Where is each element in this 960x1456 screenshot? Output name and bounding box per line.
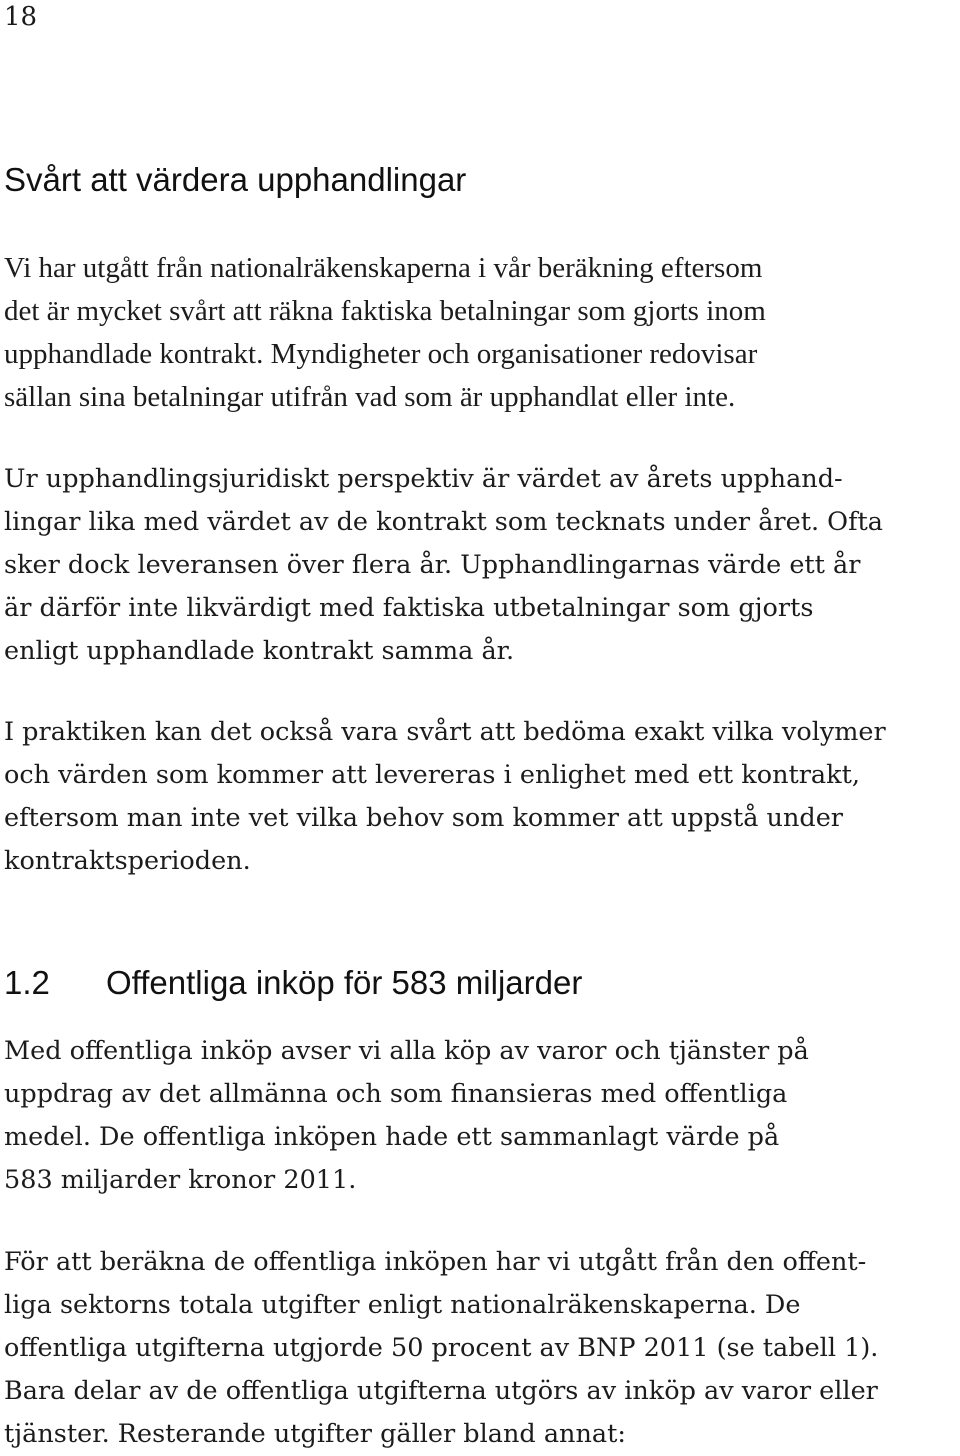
paragraph-line: enligt upphandlade kontrakt samma år. (4, 636, 515, 666)
paragraph-line: I praktiken kan det också vara svårt att bedöma exakt vilka volymer (4, 717, 886, 747)
paragraph-line: 583 miljarder kronor 2011. (4, 1165, 357, 1195)
paragraph-3 (4, 711, 960, 883)
paragraph-line: offentliga utgifterna utgjorde 50 procent av BNP 2011 (se tabell 1). (4, 1333, 879, 1363)
paragraph-line: tjänster. Resterande utgifter gäller bland annat: (4, 1419, 626, 1449)
paragraph-line: Ur upphandlingsjuridiskt perspektiv är värdet av årets upphand- (4, 464, 843, 494)
paragraph-2 (4, 458, 960, 673)
paragraph-line: Med offentliga inköp avser vi alla köp av varor och tjänster på (4, 1036, 809, 1066)
paragraph-line: kontraktsperioden. (4, 846, 251, 876)
paragraph-line: liga sektorns totala utgifter enligt nationalräkenskaperna. De (4, 1290, 801, 1320)
subsection-number: 1.2 (4, 964, 50, 1001)
paragraph-line: sker dock leveransen över flera år. Upphandlingarnas värde ett år (4, 550, 861, 580)
page-number: 18 (4, 2, 38, 32)
paragraph-line: upphandlade kontrakt. Myndigheter och organisationer redovisar (4, 338, 758, 370)
paragraph-5 (4, 1241, 960, 1456)
paragraph-line: lingar lika med värdet av de kontrakt som tecknats under året. Ofta (4, 507, 883, 537)
paragraph-line: Bara delar av de offentliga utgifterna utgörs av inköp av varor eller (4, 1376, 878, 1406)
paragraph-line: och värden som kommer att levereras i enlighet med ett kontrakt, (4, 760, 860, 790)
paragraph-1 (4, 247, 960, 419)
paragraph-line: eftersom man inte vet vilka behov som kommer att uppstå under (4, 803, 843, 833)
paragraph-line: För att beräkna de offentliga inköpen har vi utgått från den offent- (4, 1247, 867, 1277)
paragraph-line: är därför inte likvärdigt med faktiska utbetalningar som gjorts (4, 593, 814, 623)
subsection-heading (4, 962, 582, 1004)
paragraph-line: sällan sina betalningar utifrån vad som är upphandlat eller inte. (4, 381, 736, 413)
section-heading: Svårt att värdera upphandlingar (4, 161, 467, 198)
paragraph-line: medel. De offentliga inköpen hade ett sammanlagt värde på (4, 1122, 780, 1152)
paragraph-4 (4, 1030, 960, 1202)
paragraph-line: det är mycket svårt att räkna faktiska betalningar som gjorts inom (4, 295, 766, 327)
subsection-title: Offentliga inköp för 583 miljarder (106, 964, 583, 1001)
paragraph-line: Vi har utgått från nationalräkenskaperna i vår beräkning eftersom (4, 252, 763, 284)
paragraph-line: uppdrag av det allmänna och som finansieras med offentliga (4, 1079, 788, 1109)
